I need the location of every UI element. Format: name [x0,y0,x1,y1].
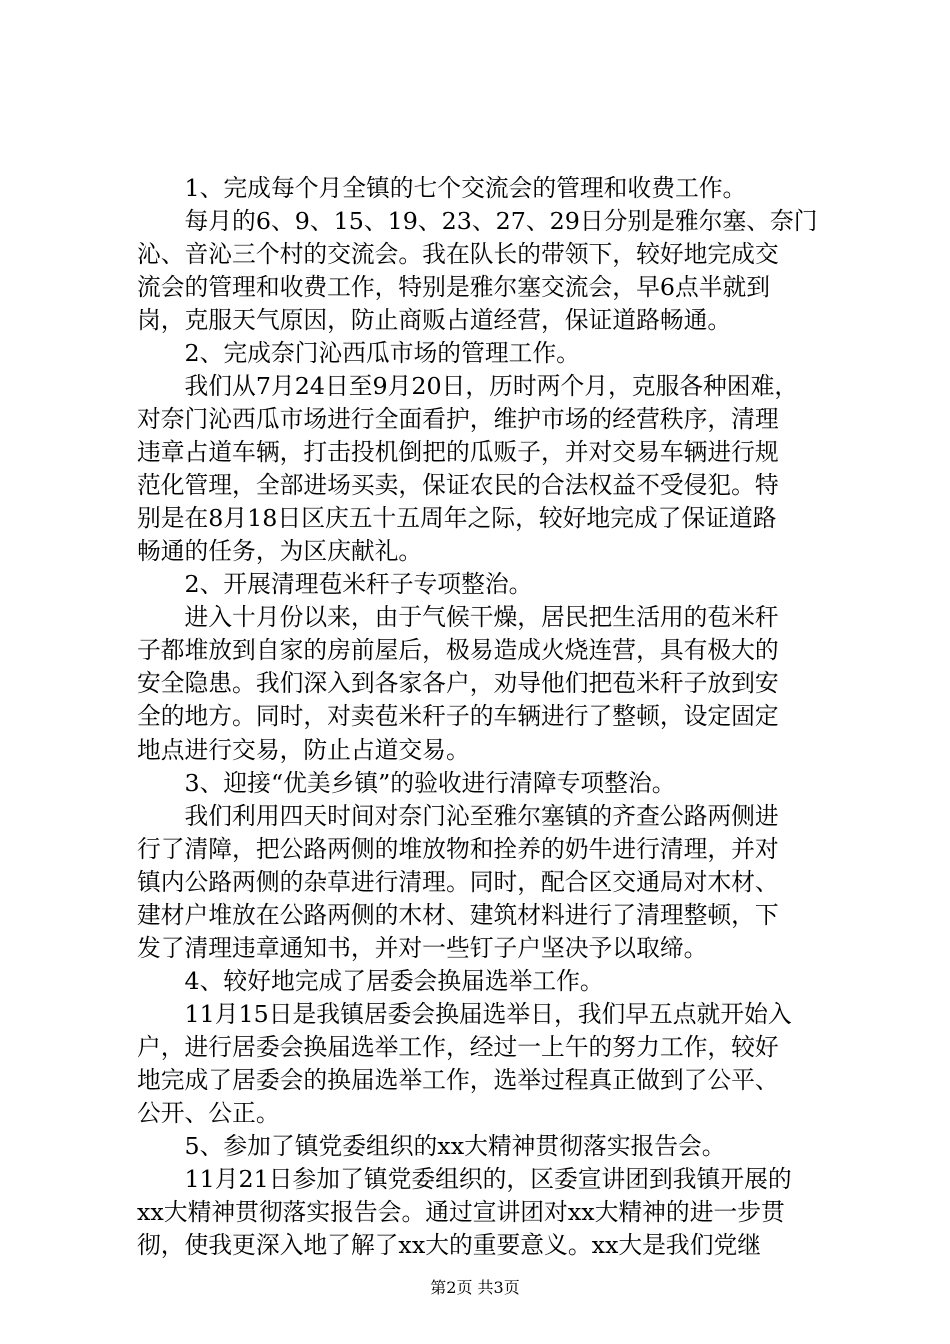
text-line: 2、完成奈门沁西瓜市场的管理工作。 [137,339,580,368]
text-line: 畅通的任务，为区庆献礼。 [137,537,423,566]
text-line: 流会的管理和收费工作，特别是雅尔塞交流会，早6点半就到 [137,273,771,302]
text-line: 公开、公正。 [137,1098,280,1127]
text-line: 4、较好地完成了居委会换届选举工作。 [137,966,604,995]
text-line: 我们从7月24日至9月20日，历时两个月，克服各种困难， [137,372,799,401]
text-line: 子都堆放到自家的房前屋后，极易造成火烧连营，具有极大的 [137,636,779,665]
text-line: 地点进行交易，防止占道交易。 [137,735,470,764]
text-line: 3、迎接“优美乡镇”的验收进行清障专项整治。 [137,768,676,797]
text-line: 岗，克服天气原因，防止商贩占道经营，保证道路畅通。 [137,306,732,335]
text-line: 地完成了居委会的换届选举工作，选举过程真正做到了公平、 [137,1065,779,1094]
text-line: 彻，使我更深入地了解了xx大的重要意义。xx大是我们党继 [137,1230,761,1259]
text-line: 对奈门沁西瓜市场进行全面看护，维护市场的经营秩序，清理 [137,405,779,434]
text-line: 别是在8月18日区庆五十五周年之际，较好地完成了保证道路 [137,504,777,533]
text-line: 2、开展清理苞米秆子专项整治。 [137,570,533,599]
text-line: 进入十月份以来，由于气候干燥，居民把生活用的苞米秆 [137,603,779,632]
text-line: 建材户堆放在公路两侧的木材、建筑材料进行了清理整顿，下 [137,900,779,929]
text-line: 全的地方。同时，对卖苞米秆子的车辆进行了整顿，设定固定 [137,702,779,731]
text-line: 11月21日参加了镇党委组织的，区委宣讲团到我镇开展的 [137,1164,792,1193]
text-line: 我们利用四天时间对奈门沁至雅尔塞镇的齐查公路两侧进 [137,801,779,830]
text-line: 户，进行居委会换届选举工作，经过一上午的努力工作，较好 [137,1032,779,1061]
text-line: 每月的6、9、15、19、23、27、29日分别是雅尔塞、奈门 [137,207,818,236]
text-line: 发了清理违章通知书，并对一些钉子户坚决予以取缔。 [137,933,708,962]
text-line: 范化管理，全部进场买卖，保证农民的合法权益不受侵犯。特 [137,471,779,500]
text-line: 安全隐患。我们深入到各家各户，劝导他们把苞米秆子放到安 [137,669,779,698]
text-line: 行了清障，把公路两侧的堆放物和拴养的奶牛进行清理，并对 [137,834,779,863]
text-line: 11月15日是我镇居委会换届选举日，我们早五点就开始入 [137,999,792,1028]
text-line: 5、参加了镇党委组织的xx大精神贯彻落实报告会。 [137,1131,726,1160]
text-line: 镇内公路两侧的杂草进行清理。同时，配合区交通局对木材、 [137,867,779,896]
text-line: xx大精神贯彻落实报告会。通过宣讲团对xx大精神的进一步贯 [137,1197,785,1226]
text-line: 违章占道车辆，打击投机倒把的瓜贩子，并对交易车辆进行规 [137,438,779,467]
page-footer: 第2页 共3页 [430,1278,520,1297]
text-line: 沁、音沁三个村的交流会。我在队长的带领下，较好地完成交 [137,240,779,269]
text-line: 1、完成每个月全镇的七个交流会的管理和收费工作。 [137,174,747,202]
